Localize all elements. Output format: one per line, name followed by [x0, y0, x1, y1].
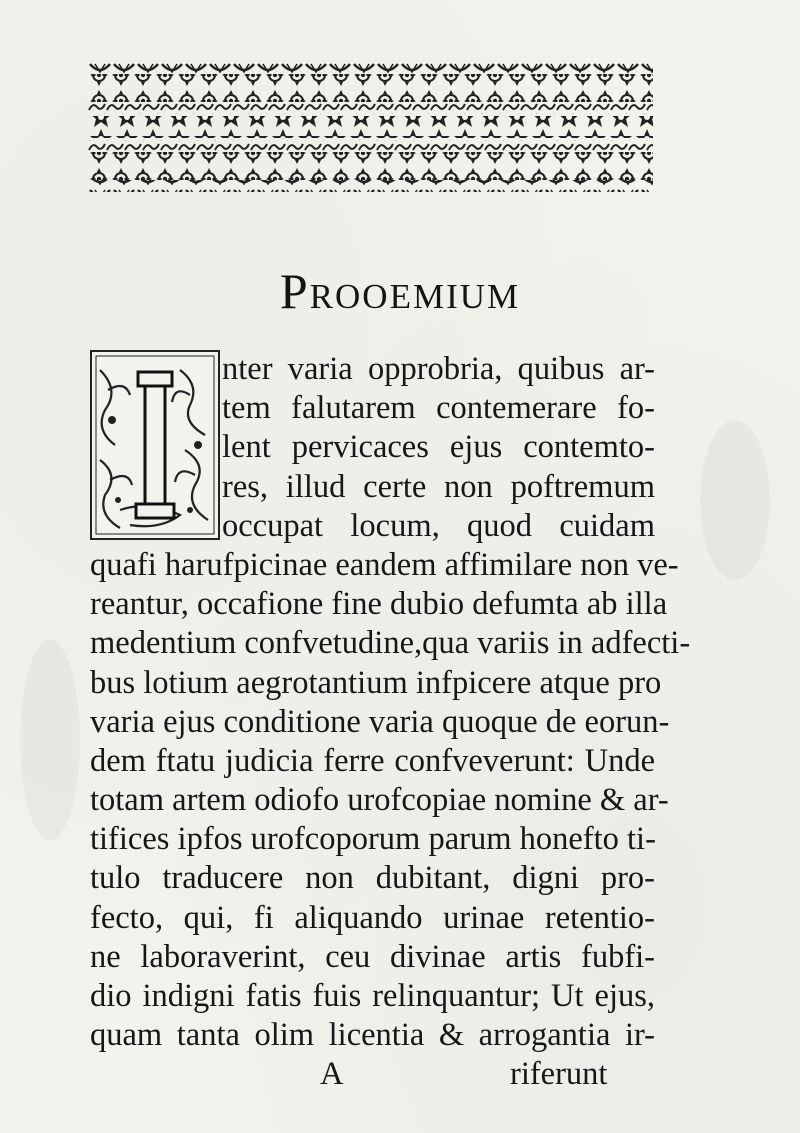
- text-line: dem ftatu judicia ferre confveverunt: Unde: [90, 742, 655, 779]
- text-line: dio indigni fatis fuis relinquantur; Ut ejus,: [90, 978, 655, 1014]
- body-text: [90, 350, 691, 1095]
- footer-line: [90, 1055, 655, 1094]
- text-line: tulo traducere non dubitant, digni pro-: [90, 860, 655, 897]
- text-line: totam artem odiofo urofcopiae nomine & ar-: [90, 782, 669, 819]
- paper-stain: [700, 420, 770, 580]
- text-line: fecto, qui, fi aliquando urinae retentio-: [90, 899, 655, 936]
- text-line: nter varia opprobria, quibus ar-: [222, 351, 655, 387]
- text-line: reantur, occafione fine dubio defumta ab illa: [90, 586, 668, 623]
- text-line: medentium confvetudine,qua variis in adfecti-: [90, 625, 691, 662]
- signature-mark: A: [320, 1056, 344, 1093]
- text-line: quafi harufpicinae eandem affimilare non ve-: [90, 546, 679, 583]
- catchword: riferunt: [510, 1056, 608, 1093]
- text-line: ne laboraverint, ceu divinae artis fubfi-: [90, 938, 655, 975]
- text-line: tifices ipfos urofcoporum parum honefto ti-: [90, 821, 656, 858]
- text-line: varia ejus conditione varia quoque de eorun-: [90, 703, 670, 740]
- page-title: Prooemium: [279, 263, 521, 319]
- ornamental-headpiece: [88, 62, 653, 192]
- text-line: quam tanta olim licentia & arrogantia ir-: [90, 1017, 655, 1054]
- text-line: res, illud certe non poftremum: [222, 468, 655, 505]
- text-line: occupat locum, quod cuidam: [222, 507, 655, 544]
- text-line: tem falutarem contemerare fo-: [222, 390, 655, 427]
- text-line: lent pervicaces ejus contemto-: [222, 429, 655, 466]
- text-line: bus lotium aegrotantium infpicere atque pro: [90, 664, 662, 701]
- paper-stain: [20, 640, 80, 840]
